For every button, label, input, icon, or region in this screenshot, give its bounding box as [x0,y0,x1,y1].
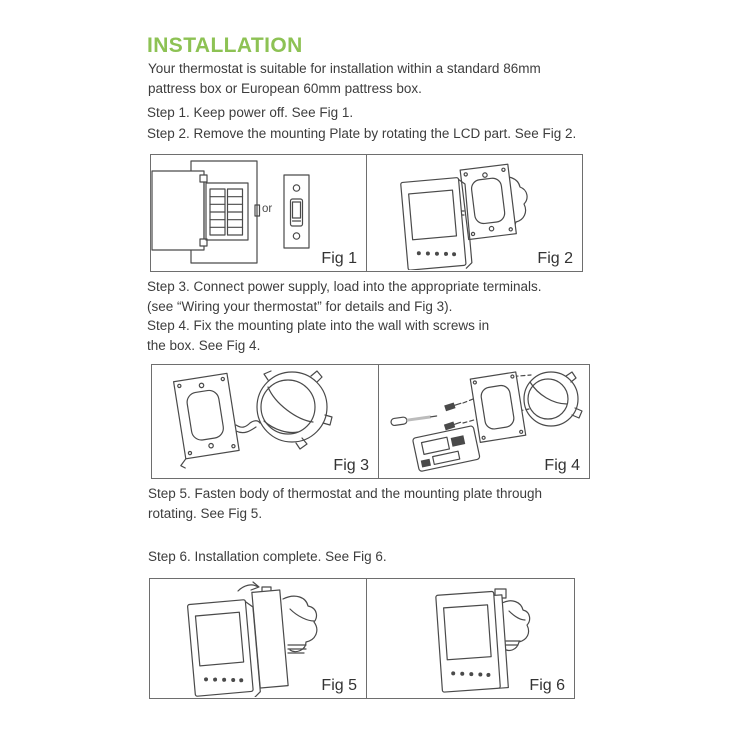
figure-panel-3 [149,578,575,699]
fig6-caption: Fig 6 [529,677,565,694]
steps-1-2-block [147,103,576,144]
step-3-text-line-2: (see “Wiring your thermostat” for details and Fig 3). [147,298,453,314]
step-5-block [148,484,542,524]
fig2-cell [367,155,582,271]
intro-line-1: Your thermostat is suitable for installation within a standard 86mm [148,61,541,76]
fig5-cell [150,579,367,698]
figure-panel-1 [150,154,583,272]
step-6-text: Step 6. Installation complete. See Fig 6. [148,549,387,564]
fig4-caption: Fig 4 [544,457,580,474]
step-2-text: Step 2. Remove the mounting Plate by rotating the LCD part. See Fig 2. [147,125,577,141]
step-4-text-line-2: the box. See Fig 4. [147,337,261,353]
steps-3-4-block [147,277,541,355]
figure-panel-2 [151,364,590,479]
fig3-caption: Fig 3 [333,457,369,474]
fig4-cell [379,365,589,478]
or-label: or [262,203,273,215]
intro-line-2: pattress box or European 60mm pattress box. [148,81,422,96]
step-6-block [148,547,387,567]
fig5-caption: Fig 5 [321,677,357,694]
fig1-cell [151,155,367,271]
step-5-text-line-1: Step 5. Fasten body of thermostat and the mounting plate through [148,486,543,501]
fig3-cell [152,365,379,478]
step-5-text-line-2: rotating. See Fig 5. [148,506,263,521]
fig1-caption: Fig 1 [321,250,357,267]
page-title: INSTALLATION [147,34,303,57]
step-4-text-line-1: Step 4. Fix the mounting plate into the wall with screws in [147,318,490,333]
intro-paragraph [148,59,541,99]
fig2-caption: Fig 2 [537,250,573,267]
step-1-text: Step 1. Keep power off. See Fig 1. [147,105,354,120]
fig6-cell [367,579,574,698]
step-3-text-line-1: Step 3. Connect power supply, load into the appropriate terminals. [147,279,542,294]
